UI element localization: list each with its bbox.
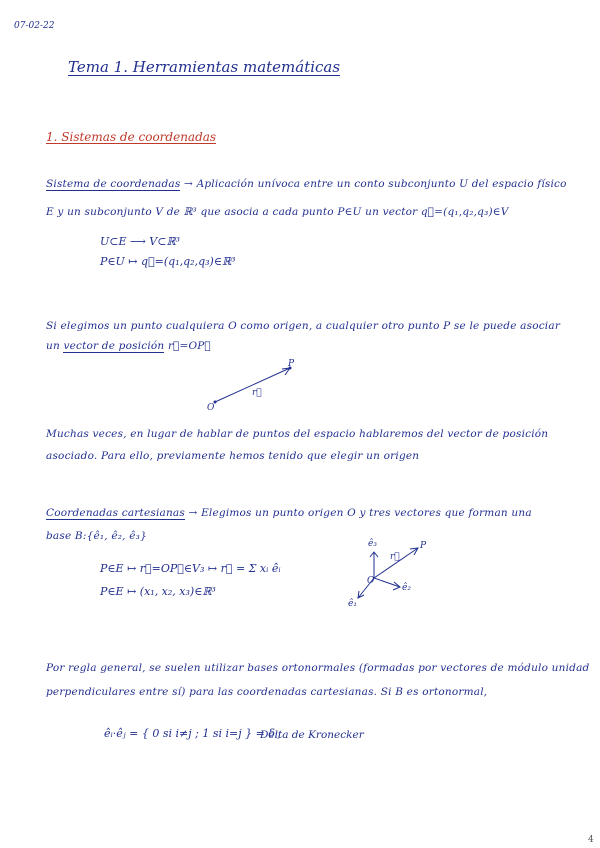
kronecker-label: Delta de Kronecker (260, 729, 364, 741)
axis-label-e1: ê₁ (348, 599, 357, 609)
mapping-eq-1: U⊂E ⟶ V⊂ℝ³ (100, 235, 180, 248)
axis-label-e3: ê₃ (368, 539, 377, 549)
date: 07-02-22 (14, 21, 55, 31)
cartesian-text-1: → Elegimos un punto origen O y tres vectores que forman una (188, 507, 532, 519)
term-sistema-coordenadas: Sistema de coordenadas (46, 178, 181, 190)
diagram1-point-label: P (288, 359, 295, 369)
diagram1-vector-label: r⃗ (252, 388, 262, 398)
remark-line-2: asociado. Para ello, previamente hemos tenido que elegir un origen (46, 450, 420, 462)
cartesian-eq-1: P∈E ↦ r⃗=OP⃗∈V₃ ↦ r⃗ = Σ xᵢ êᵢ (100, 562, 281, 575)
term-coordenadas-cartesianas: Coordenadas cartesianas (46, 507, 185, 519)
orthonormal-line-2: perpendiculares entre sí) para las coordenadas cartesianas. Si B es ortonormal, (46, 686, 488, 698)
definition-line-2: E y un subconjunto V de ℝ³ que asocia a cada punto P∈U un vector q⃗=(q₁,q₂,q₃)∈V (46, 206, 509, 218)
section-heading: 1. Sistemas de coordenadas (46, 130, 217, 144)
axis-origin-label: O (367, 576, 375, 586)
axis-label-e2: ê₂ (402, 583, 411, 593)
orthonormal-line-1: Por regla general, se suelen utilizar bases ortonormales (formadas por vectores de módulo unidad (46, 662, 590, 674)
cartesian-eq-2: P∈E ↦ (x₁, x₂, x₃)∈ℝ³ (100, 585, 216, 598)
term-vector-posicion: vector de posición (63, 340, 165, 352)
definition-text-1: → Aplicación unívoca entre un conto subconjunto U del espacio físico (184, 178, 567, 190)
origin-line-1: Si elegimos un punto cualquiera O como origen, a cualquier otro punto P se le puede asociar (46, 320, 561, 332)
axis-vector-label: r⃗ (390, 552, 400, 562)
mapping-eq-2: P∈U ↦ q⃗=(q₁,q₂,q₃)∈ℝ³ (100, 255, 236, 268)
e1-axis (374, 578, 400, 587)
page-title: Tema 1. Herramientas matemáticas (68, 58, 341, 76)
diagram1-origin-label: O (207, 403, 215, 413)
origin-line-2-start: un (46, 340, 60, 352)
position-vector-def: r⃗=OP⃗ (167, 340, 211, 352)
kronecker-equation: êᵢ·êⱼ = { 0 si i≠j ; 1 si i=j } = δᵢⱼ (104, 727, 281, 740)
cartesian-line-2: base B:{ê₁, ê₂, ê₃} (46, 530, 147, 542)
axis-point-label: P (420, 541, 427, 551)
remark-line-1: Muchas veces, en lugar de hablar de puntos del espacio hablaremos del vector de posición (46, 428, 549, 440)
page-number: 4 (588, 835, 594, 845)
